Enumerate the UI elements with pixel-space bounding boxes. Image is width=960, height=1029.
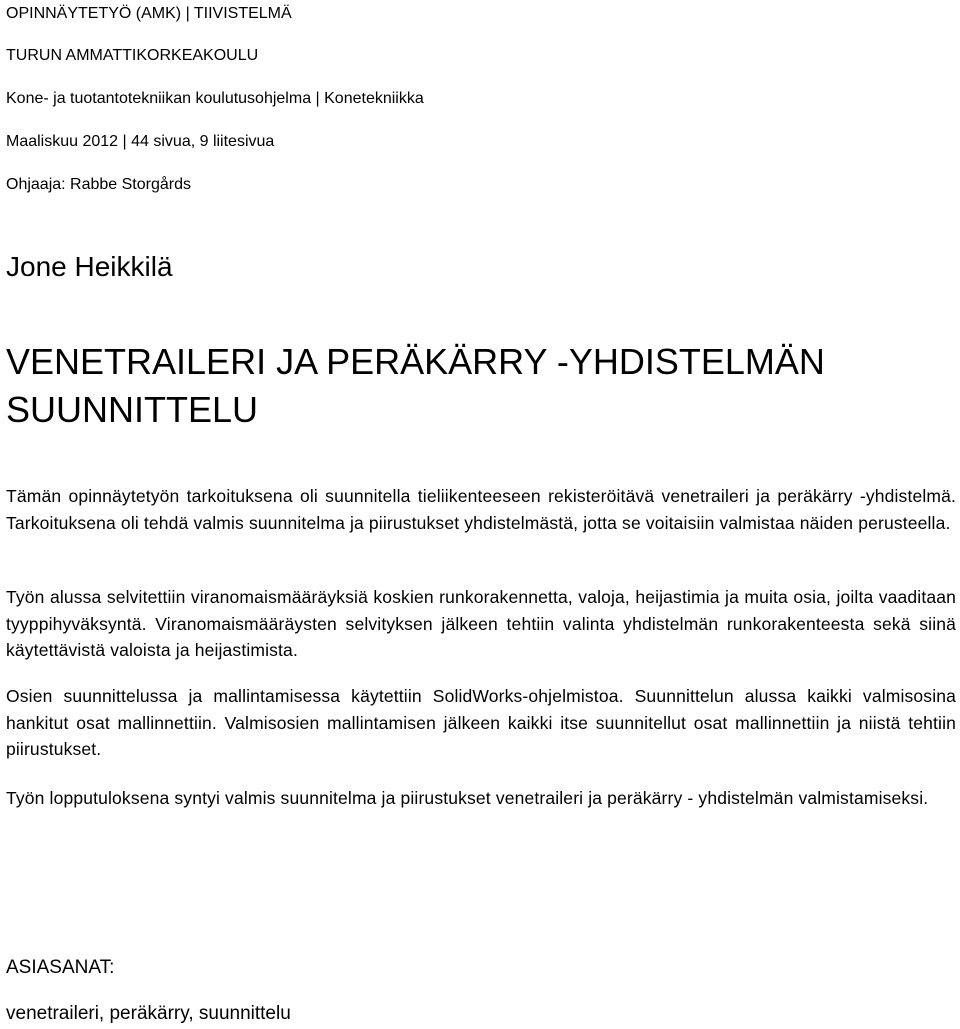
- date-pages-line: Maaliskuu 2012 | 44 sivua, 9 liitesivua: [6, 133, 275, 150]
- thesis-type-line: OPINNÄYTETYÖ (AMK) | TIIVISTELMÄ: [6, 5, 292, 22]
- abstract-paragraph-2: Työn alussa selvitettiin viranomaismääräyksiä koskien runkorakennetta, valoja, heijastimia ja muita osia, joilta vaaditaan tyyppihyväksyntä. Viranomaismääräysten selvityksen jälkeen tehtiin valinta yhdistelmän runkorakenteesta sekä siinä käytettävistä valoista ja heijastimista.: [6, 587, 956, 660]
- abstract-paragraph-3: Osien suunnittelussa ja mallintamisessa käytettiin SolidWorks-ohjelmistoa. Suunnittelun alussa kaikki valmisosina hankitut osat mallinnettiin. Valmisosien mallintamisen jälkeen kaikki itse suunnitellut osat mallinnettiin ja niistä tehtiin piirustukset.: [6, 686, 956, 759]
- abstract-paragraph-1: Tämän opinnäytetyön tarkoituksena oli suunnitella tieliikenteeseen rekisteröitävä venetraileri ja peräkärry -yhdistelmä. Tarkoituksena oli tehdä valmis suunnitelma ja piirustukset yhdistelmästä, jotta se voitaisiin valmistaa näiden perusteella.: [6, 486, 956, 533]
- keywords-text: venetraileri, peräkärry, suunnittelu: [6, 1003, 291, 1024]
- thesis-title: VENETRAILERI JA PERÄKÄRRY -YHDISTELMÄN SUUNNITTELU: [6, 341, 825, 430]
- degree-programme-line: Kone- ja tuotantotekniikan koulutusohjelma | Konetekniikka: [6, 90, 424, 107]
- author-name: Jone Heikkilä: [6, 251, 173, 282]
- institution-line: TURUN AMMATTIKORKEAKOULU: [6, 47, 259, 64]
- abstract-paragraph-4: Työn lopputuloksena syntyi valmis suunnitelma ja piirustukset venetraileri ja peräkärry - yhdistelmän valmistamiseksi.: [6, 788, 929, 808]
- supervisor-line: Ohjaaja: Rabbe Storgårds: [6, 176, 191, 193]
- keywords-heading: ASIASANAT:: [6, 957, 115, 978]
